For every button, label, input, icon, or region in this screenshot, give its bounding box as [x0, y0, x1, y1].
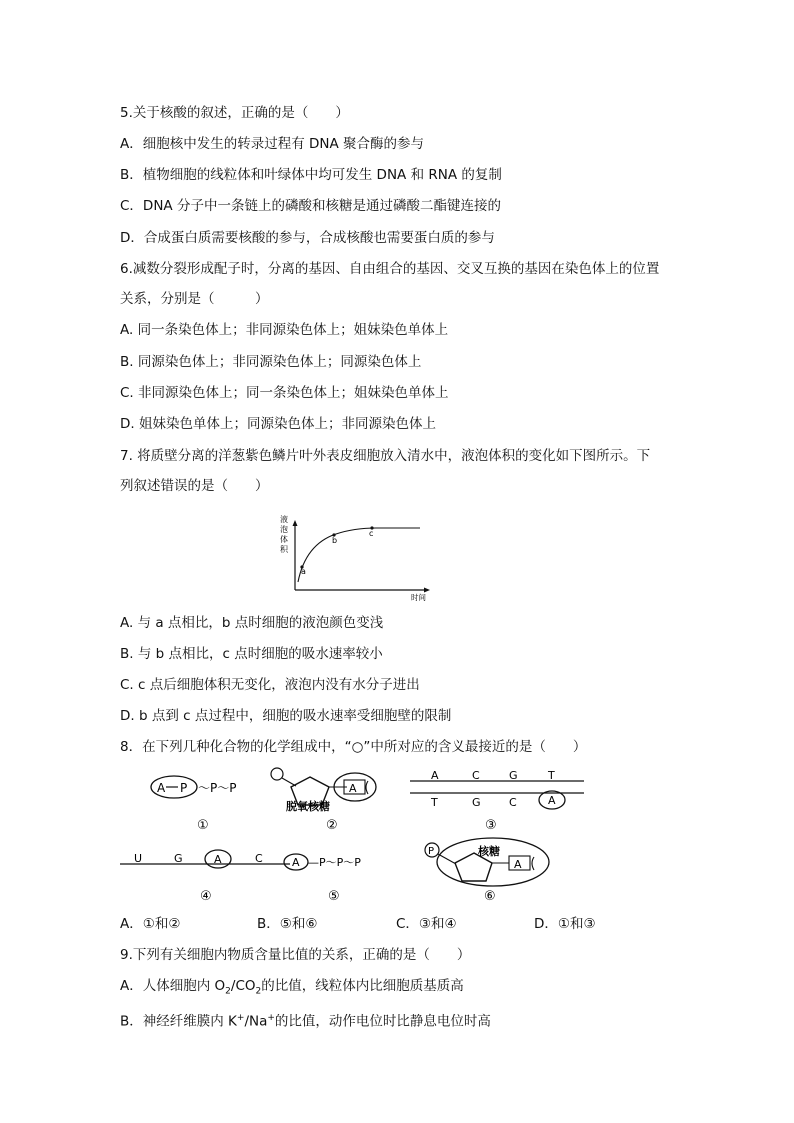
y-label-char-3: 体 [280, 535, 288, 544]
vacuole-volume-curve-figure [268, 510, 438, 602]
q9-stem: 9.下列有关细胞内物质含量比值的关系，正确的是（ ） [120, 947, 471, 963]
q9-b-pre: B．神经纤维膜内 K [120, 1013, 237, 1030]
q9-b-sup-2: + [267, 1013, 275, 1023]
f6-base-bracket [532, 857, 534, 870]
f2-base-bracket [366, 781, 368, 794]
f6-adenine: A [514, 858, 522, 871]
q5-option-a: A．细胞核中发生的转录过程有 DNA 聚合酶的参与 [120, 136, 425, 152]
q9-b-mid: /Na [244, 1013, 268, 1030]
q6-stem-line1: 6.减数分裂形成配子时，分离的基因、自由组合的基因、交叉互换的基因在染色体上的位置 [120, 261, 660, 277]
q7-stem-line1: 7. 将质壁分离的洋葱紫色鳞片叶外表皮细胞放入清水中，液泡体积的变化如下图所示。下 [120, 448, 651, 464]
q9-b-sup-1: + [236, 1013, 245, 1023]
q9-a-mid: /CO [230, 978, 256, 994]
q6-option-c: C. 非同源染色体上；同一条染色体上；姐妹染色单体上 [120, 385, 449, 401]
q8-option-d: D．①和③ [534, 916, 596, 932]
q9-option-a [120, 977, 464, 1001]
f3-top-base-2: C [472, 769, 480, 782]
f6-sugar-label: 核糖 [478, 845, 500, 858]
f3-top-base-3: G [509, 769, 518, 782]
q7-option-d: D. b 点到 c 点过程中，细胞的吸水速率受细胞壁的限制 [120, 708, 452, 724]
q7-stem-line2: 列叙述错误的是（ ） [120, 478, 269, 494]
q7-option-c: C. c 点后细胞体积无变化，液泡内没有水分子进出 [120, 677, 420, 693]
f1-adenine: A [157, 781, 166, 795]
f1-phosphate: P [180, 781, 188, 795]
q6-option-d: D. 姐妹染色单体上；同源染色体上；非同源染色体上 [120, 416, 436, 432]
f3-label: ③ [485, 818, 497, 833]
point-c-label: c [369, 529, 374, 538]
q6-stem-line2: 关系，分别是（ ） [120, 291, 269, 307]
f3-bottom-base-2: G [472, 796, 481, 809]
f4-base-2: G [174, 852, 183, 865]
volume-curve [298, 528, 420, 582]
y-label-char-4: 积 [280, 545, 288, 554]
q5-option-c: C．DNA 分子中一条链上的磷酸和核糖是通过磷酸二酯键连接的 [120, 198, 501, 214]
q9-a-sub-2: 2 [255, 986, 262, 997]
q9-a-pre: A．人体细胞内 O [120, 978, 226, 994]
q7-option-a: A. 与 a 点相比，b 点时细胞的液泡颜色变浅 [120, 615, 384, 631]
point-b-label: b [332, 536, 338, 545]
y-axis-arrow [293, 520, 298, 526]
q8-option-c: C．③和④ [396, 916, 457, 932]
q9-a-sub-1: 2 [225, 986, 231, 997]
q5-stem: 5.关于核酸的叙述，正确的是（ ） [120, 105, 349, 121]
f2-adenine: A [349, 782, 357, 795]
f5-phosphate-tail: —P～P～P [308, 856, 361, 869]
f6-bond-1 [438, 854, 456, 864]
f3-top-base-1: A [431, 769, 439, 782]
y-label-char-2: 泡 [280, 525, 288, 534]
f4-base-1: U [134, 852, 143, 865]
f3-bottom-base-4: A [548, 794, 556, 807]
q9-b-post: 的比值，动作电位时比静息电位时高 [274, 1013, 491, 1030]
f1-label: ① [197, 818, 209, 833]
q8-option-a: A．①和② [120, 916, 181, 932]
f3-bottom-base-3: C [509, 796, 517, 809]
point-a-label: a [301, 567, 306, 576]
f6-phosphate: P [428, 846, 435, 857]
f3-bottom-base-1: T [431, 796, 438, 809]
f5-label: ⑤ [328, 889, 340, 904]
q6-option-b: B. 同源染色体上；非同源染色体上；同源染色体上 [120, 354, 422, 370]
f4-label: ④ [200, 889, 212, 904]
q8-stem: 8．在下列几种化合物的化学组成中，“○”中所对应的含义最接近的是（ ） [120, 739, 587, 755]
q5-option-d: D．合成蛋白质需要核酸的参与，合成核酸也需要蛋白质的参与 [120, 230, 495, 246]
f2-sugar-label: 脱氧核糖 [286, 800, 330, 813]
f1-phosphate-tail: ～P～P [198, 781, 237, 795]
compound-structures-figure [118, 766, 588, 906]
f2-label: ② [326, 818, 338, 833]
f2-phosphate-circle [271, 768, 283, 780]
f3-top-base-4: T [548, 769, 555, 782]
f6-label: ⑥ [484, 889, 496, 904]
q5-option-b: B．植物细胞的线粒体和叶绿体中均可发生 DNA 和 RNA 的复制 [120, 167, 502, 183]
f4-base-3: A [214, 853, 222, 866]
x-axis-label: 时间 [411, 593, 426, 602]
q9-a-post: 的比值，线粒体内比细胞质基质高 [261, 978, 464, 994]
q7-option-b: B. 与 b 点相比，c 点时细胞的吸水速率较小 [120, 646, 383, 662]
x-axis-arrow [424, 588, 430, 593]
q8-option-b: B．⑤和⑥ [257, 916, 318, 932]
q6-option-a: A. 同一条染色体上；非同源染色体上；姐妹染色单体上 [120, 322, 449, 338]
y-label-char-1: 液 [280, 515, 288, 524]
f5-adenine: A [292, 856, 300, 869]
f4-base-4: C [255, 852, 263, 865]
q9-option-b [120, 1009, 491, 1031]
